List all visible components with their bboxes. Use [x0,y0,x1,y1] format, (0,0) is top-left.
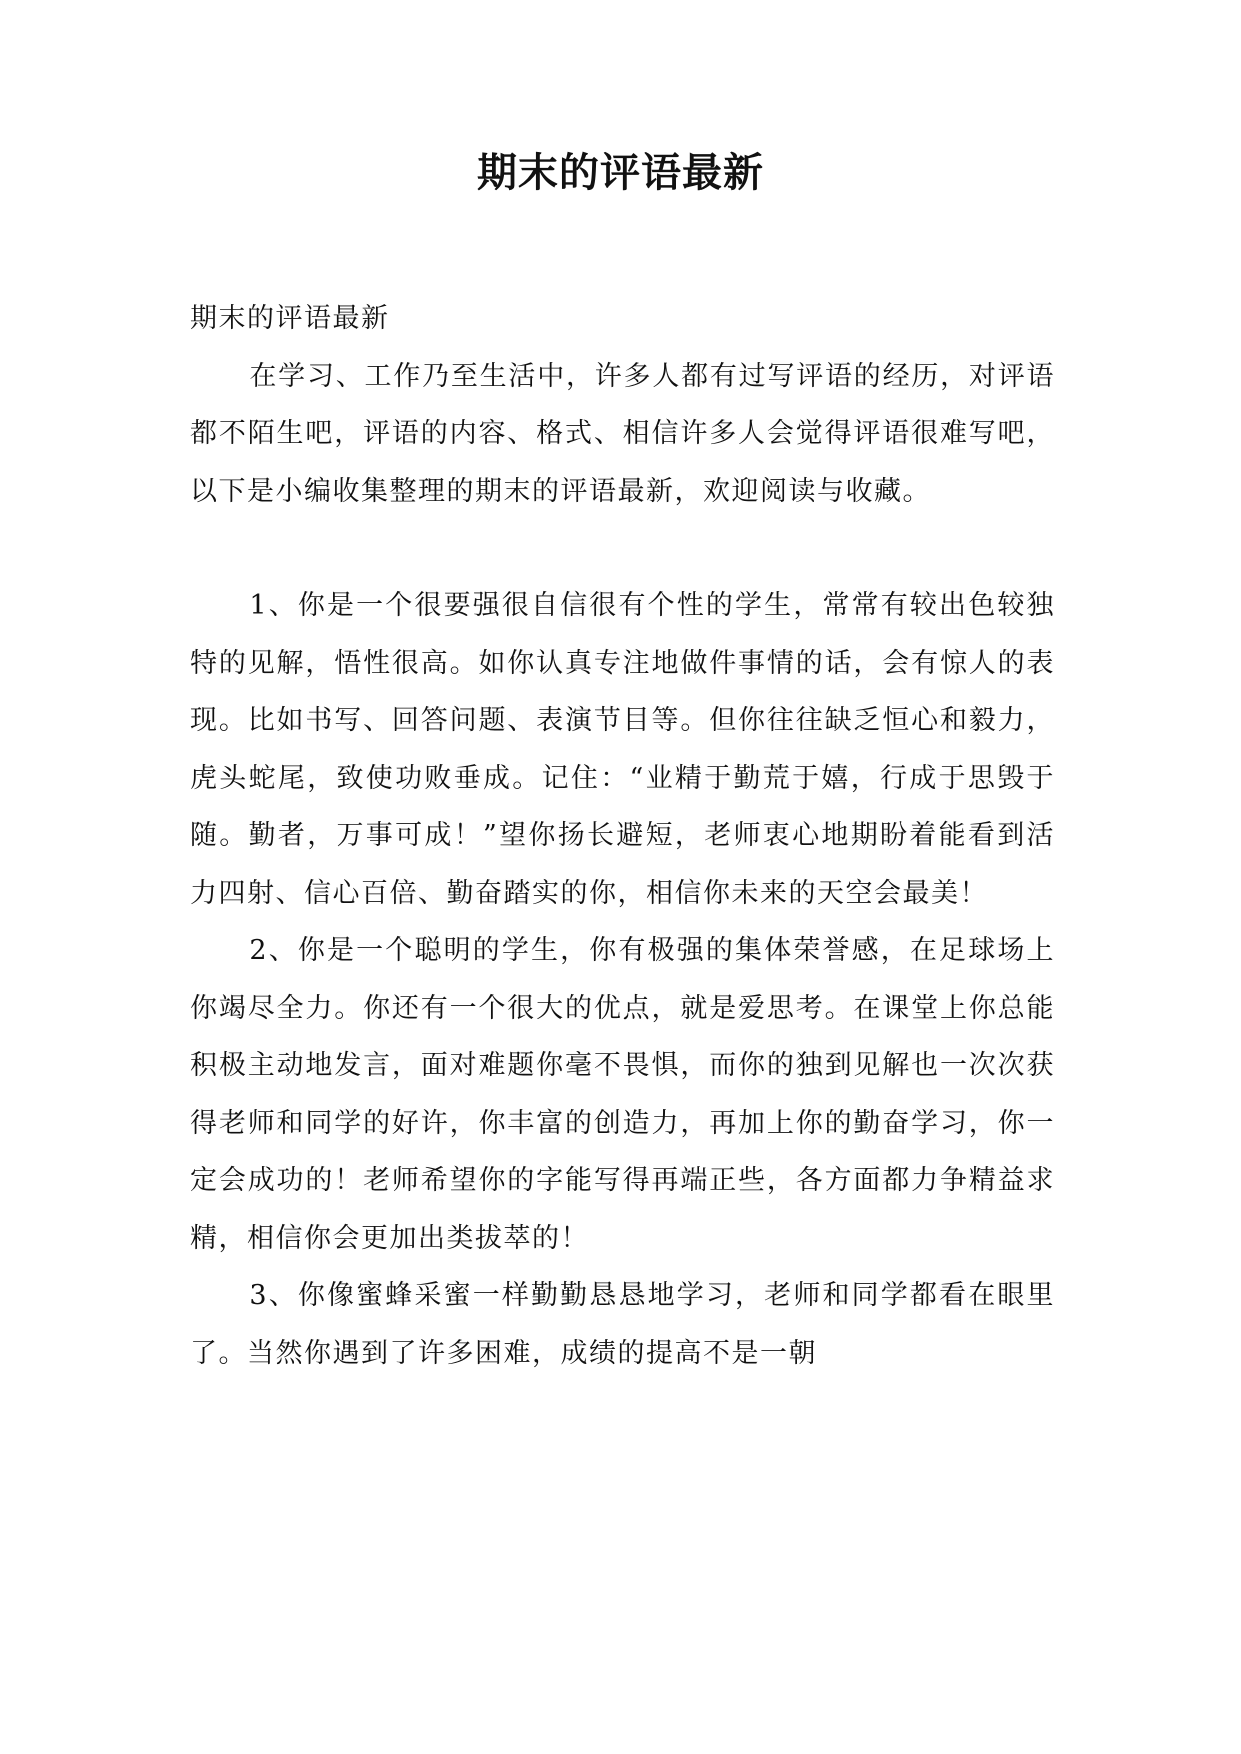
comment-paragraph-2: 2、你是一个聪明的学生，你有极强的集体荣誉感，在足球场上你竭尽全力。你还有一个很大的优点，就是爱思考。在课堂上你总能积极主动地发言，面对难题你毫不畏惧，而你的独到见解也一次次获得老师和同学的好许，你丰富的创造力，再加上你的勤奋学习，你一定会成功的！老师希望你的字能写得再端正些，各方面都力争精益求精，相信你会更加出类拔萃的！ [190,935,1055,1254]
document-title: 期末的评语最新 [477,150,764,196]
document-subtitle: 期末的评语最新 [190,303,390,334]
comment-paragraph-1: 1、你是一个很要强很自信很有个性的学生，常常有较出色较独特的见解，悟性很高。如你认真专注地做件事情的话，会有惊人的表现。比如书写、回答问题、表演节目等。但你往往缺乏恒心和毅力，虎头蛇尾，致使功败垂成。记住：“业精于勤荒于嬉，行成于思毁于随。勤者，万事可成！”望你扬长避短，老师衷心地期盼着能看到活力四射、信心百倍、勤奋踏实的你，相信你未来的天空会最美！ [190,590,1055,909]
paragraph-spacer [190,520,1055,577]
document-body [190,290,1055,1382]
intro-paragraph: 在学习、工作乃至生活中，许多人都有过写评语的经历，对评语都不陌生吧，评语的内容、格式、相信许多人会觉得评语很难写吧，以下是小编收集整理的期末的评语最新，欢迎阅读与收藏。 [190,360,1055,507]
comment-paragraph-3: 3、你像蜜蜂采蜜一样勤勤恳恳地学习，老师和同学都看在眼里了。当然你遇到了许多困难，成绩的提高不是一朝 [190,1280,1055,1369]
